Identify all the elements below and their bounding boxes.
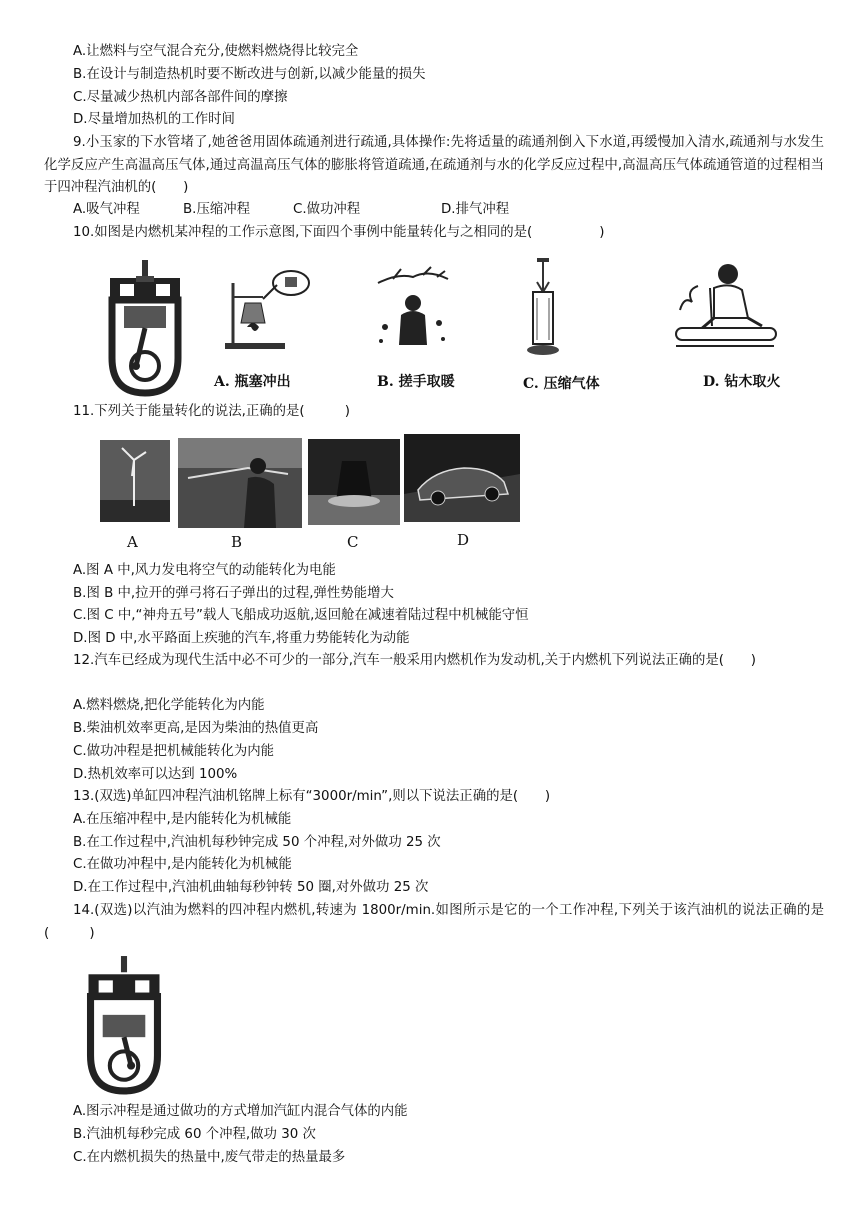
q12-option-d: D.热机效率可以达到 100% xyxy=(73,767,238,782)
q13-option-d: D.在工作过程中,汽油机曲轴每秒钟转 50 圈,对外做功 25 次 xyxy=(73,880,429,895)
q13-option-a: A.在压缩冲程中,是内能转化为机械能 xyxy=(73,812,292,827)
q8-option-a: A.让燃料与空气混合充分,使燃料燃烧得比较完全 xyxy=(73,44,359,59)
q14-option-b: B.汽油机每秒完成 60 个冲程,做功 30 次 xyxy=(73,1127,316,1142)
q14-option-a: A.图示冲程是通过做功的方式增加汽缸内混合气体的内能 xyxy=(73,1104,408,1119)
q11-option-c: C.图 C 中,“神舟五号”载人飞船成功返航,返回舱在减速着陆过程中机械能守恒 xyxy=(73,608,529,623)
q12-option-a: A.燃料燃烧,把化学能转化为内能 xyxy=(73,698,265,713)
air-pump-figure xyxy=(523,258,563,358)
q12-stem: 12.汽车已经成为现代生活中必不可少的一部分,汽车一般采用内燃机作为发动机,关于内燃机下列说法正确的是( ) xyxy=(73,653,757,668)
slingshot-photo xyxy=(178,438,302,528)
q11-photo-label-c: C xyxy=(347,533,359,551)
q9-option-b: B.压缩冲程 xyxy=(183,202,251,217)
q8-option-d: D.尽量增加热机的工作时间 xyxy=(73,112,235,127)
q14-stem: 14.(双选)以汽油为燃料的四冲程内燃机,转速为 1800r/min.如图所示是它的一个工作冲程,下列关于该汽油机的说法正确的是( ) xyxy=(44,903,824,941)
q11-photo-label-d: D xyxy=(457,531,470,549)
q12-option-c: C.做功冲程是把机械能转化为内能 xyxy=(73,744,275,759)
wind-turbine-photo xyxy=(100,440,170,522)
q9-stem: 9.小玉家的下水管堵了,她爸爸用固体疏通剂进行疏通,具体操作:先将适量的疏通剂倒入下水道,再缓慢加入清水,疏通剂与水发生化学反应产生高温高压气体,通过高温高压气体的膨胀将管道疏通,在疏通剂与水的化学反应过程中,高温高压气体疏通管道的过程相当于四冲程汽油机的( ) xyxy=(44,135,824,195)
q11-photo-label-b: B xyxy=(231,533,243,551)
bottle-cork-figure xyxy=(215,263,315,351)
q10-caption-a: A. 瓶塞冲出 xyxy=(214,374,291,390)
q11-option-a: A.图 A 中,风力发电将空气的动能转化为电能 xyxy=(73,563,336,578)
q13-stem: 13.(双选)单缸四冲程汽油机铭牌上标有“3000r/min”,则以下说法正确的是( ) xyxy=(73,789,551,804)
q11-photo-label-a: A xyxy=(127,533,138,551)
q12-option-b: B.柴油机效率更高,是因为柴油的热值更高 xyxy=(73,721,319,736)
engine-stroke-diagram xyxy=(100,258,190,398)
engine-working-stroke-diagram xyxy=(78,954,170,1096)
q13-option-c: C.在做功冲程中,是内能转化为机械能 xyxy=(73,857,292,872)
q10-caption-b: B. 搓手取暖 xyxy=(377,374,455,390)
q9-option-a: A.吸气冲程 xyxy=(73,202,140,217)
q10-caption-c: C. 压缩气体 xyxy=(523,376,600,392)
return-capsule-photo xyxy=(308,439,400,525)
racing-car-photo xyxy=(404,434,520,522)
q9-option-c: C.做功冲程 xyxy=(293,202,361,217)
q11-option-b: B.图 B 中,拉开的弹弓将石子弹出的过程,弹性势能增大 xyxy=(73,586,394,601)
q10-stem: 10.如图是内燃机某冲程的工作示意图,下面四个事例中能量转化与之相同的是( ) xyxy=(73,225,605,240)
q8-option-b: B.在设计与制造热机时要不断改进与创新,以减少能量的损失 xyxy=(73,67,426,82)
rubbing-hands-figure xyxy=(373,265,453,355)
q8-option-c: C.尽量减少热机内部各部件间的摩擦 xyxy=(73,90,288,105)
q10-caption-d: D. 钻木取火 xyxy=(703,374,781,390)
q11-option-d: D.图 D 中,水平路面上疾驰的汽车,将重力势能转化为动能 xyxy=(73,631,410,646)
q13-option-b: B.在工作过程中,汽油机每秒钟完成 50 个冲程,对外做功 25 次 xyxy=(73,835,441,850)
q11-stem: 11.下列关于能量转化的说法,正确的是( ) xyxy=(73,404,351,419)
q9-option-d: D.排气冲程 xyxy=(441,202,510,217)
q14-option-c: C.在内燃机损失的热量中,废气带走的热量最多 xyxy=(73,1150,346,1165)
drilling-wood-fire-figure xyxy=(670,260,780,352)
